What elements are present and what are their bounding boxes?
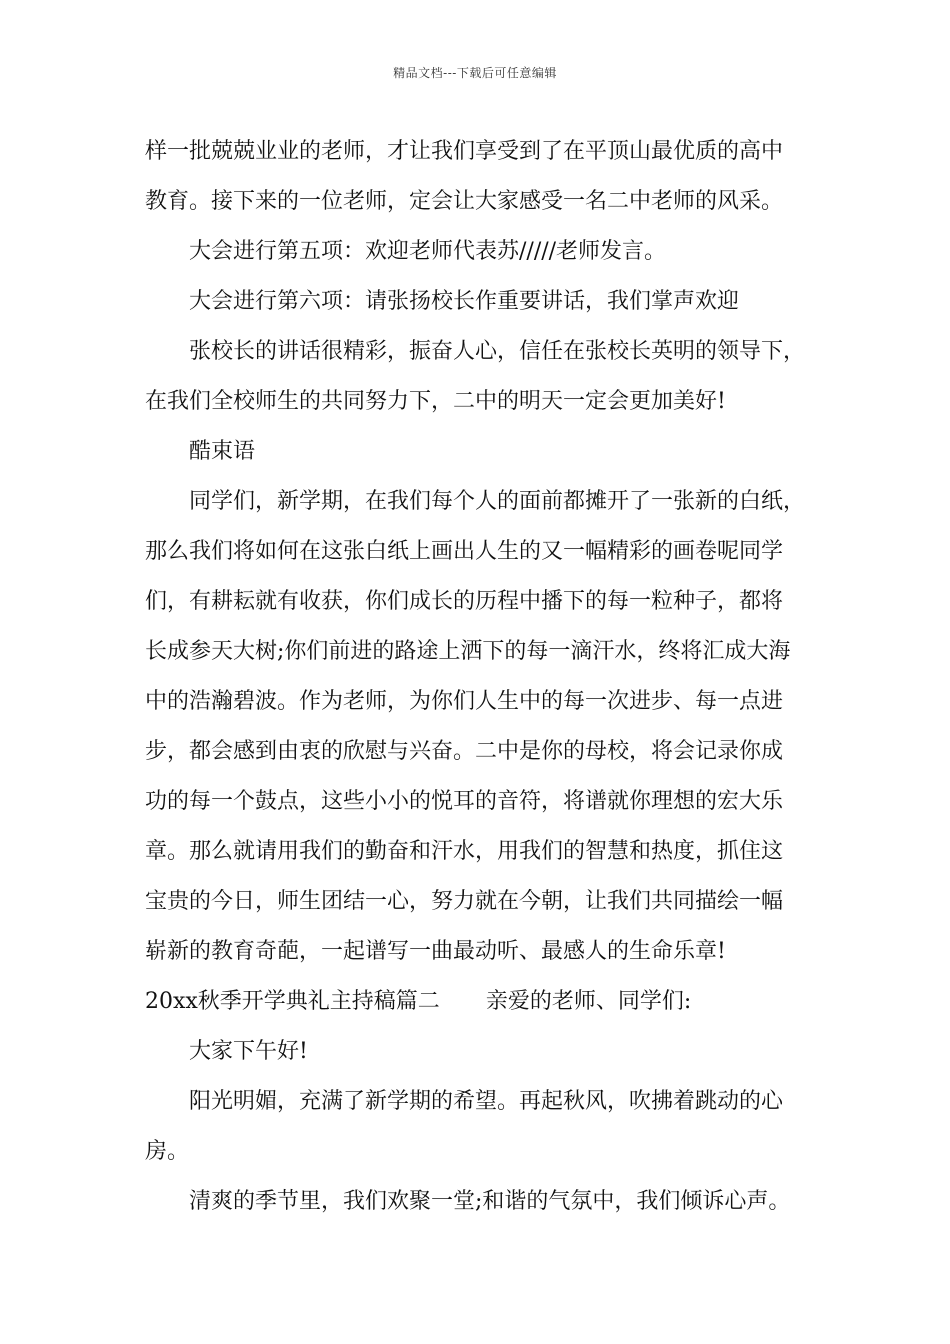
text-line: 长成参天大树;你们前进的路途上洒下的每一滴汗水，终将汇成大海 bbox=[145, 639, 791, 664]
section-heading: 酷束语 bbox=[189, 439, 256, 464]
salutation: 亲爱的老师、同学们: bbox=[485, 989, 692, 1014]
text-line: 中的浩瀚碧波。作为老师，为你们人生中的每一次进步、每一点进 bbox=[145, 689, 784, 714]
text-line: 们，有耕耘就有收获，你们成长的历程中播下的每一粒种子，都将 bbox=[145, 589, 784, 614]
article-title: 20xx秋季开学典礼主持稿篇二 bbox=[145, 989, 440, 1014]
text-line: 崭新的教育奇葩，一起谱写一曲最动听、最感人的生命乐章! bbox=[145, 939, 726, 964]
text-line: 同学们，新学期，在我们每个人的面前都摊开了一张新的白纸， bbox=[189, 489, 806, 514]
document-body bbox=[145, 127, 835, 1227]
text-line: 在我们全校师生的共同努力下，二中的明天一定会更加美好! bbox=[145, 389, 726, 414]
text-line: 步，都会感到由衷的欣慰与兴奋。二中是你的母校，将会记录你成 bbox=[145, 739, 784, 764]
text-line: 样一批兢兢业业的老师，才让我们享受到了在平顶山最优质的高中 bbox=[145, 139, 784, 164]
text-line: 章。那么就请用我们的勤奋和汗水，用我们的智慧和热度，抓住这 bbox=[145, 839, 784, 864]
text-line: 阳光明媚，充满了新学期的希望。再起秋风，吹拂着跳动的心 bbox=[189, 1089, 784, 1114]
text-line: 张校长的讲话很精彩，振奋人心，信任在张校长英明的领导下， bbox=[189, 339, 806, 364]
greeting: 大家下午好! bbox=[189, 1039, 308, 1064]
text-line: 大会进行第六项：请张扬校长作重要讲话，我们掌声欢迎 bbox=[189, 289, 740, 314]
page-header: 精品文档---下载后可任意编辑 bbox=[393, 66, 557, 80]
text-line: 大会进行第五项：欢迎老师代表苏/////老师发言。 bbox=[189, 239, 667, 264]
article-title-line bbox=[145, 977, 835, 1027]
text-line: 宝贵的今日，师生团结一心，努力就在今朝，让我们共同描绘一幅 bbox=[145, 889, 784, 914]
text-line: 教育。接下来的一位老师，定会让大家感受一名二中老师的风采。 bbox=[145, 189, 784, 214]
text-line: 房。 bbox=[145, 1139, 190, 1164]
text-line: 清爽的季节里，我们欢聚一堂;和谐的气氛中，我们倾诉心声。 bbox=[189, 1189, 791, 1214]
text-line: 功的每一个鼓点，这些小小的悦耳的音符，将谱就你理想的宏大乐 bbox=[145, 789, 784, 814]
text-line: 那么我们将如何在这张白纸上画出人生的又一幅精彩的画卷呢同学 bbox=[145, 539, 784, 564]
